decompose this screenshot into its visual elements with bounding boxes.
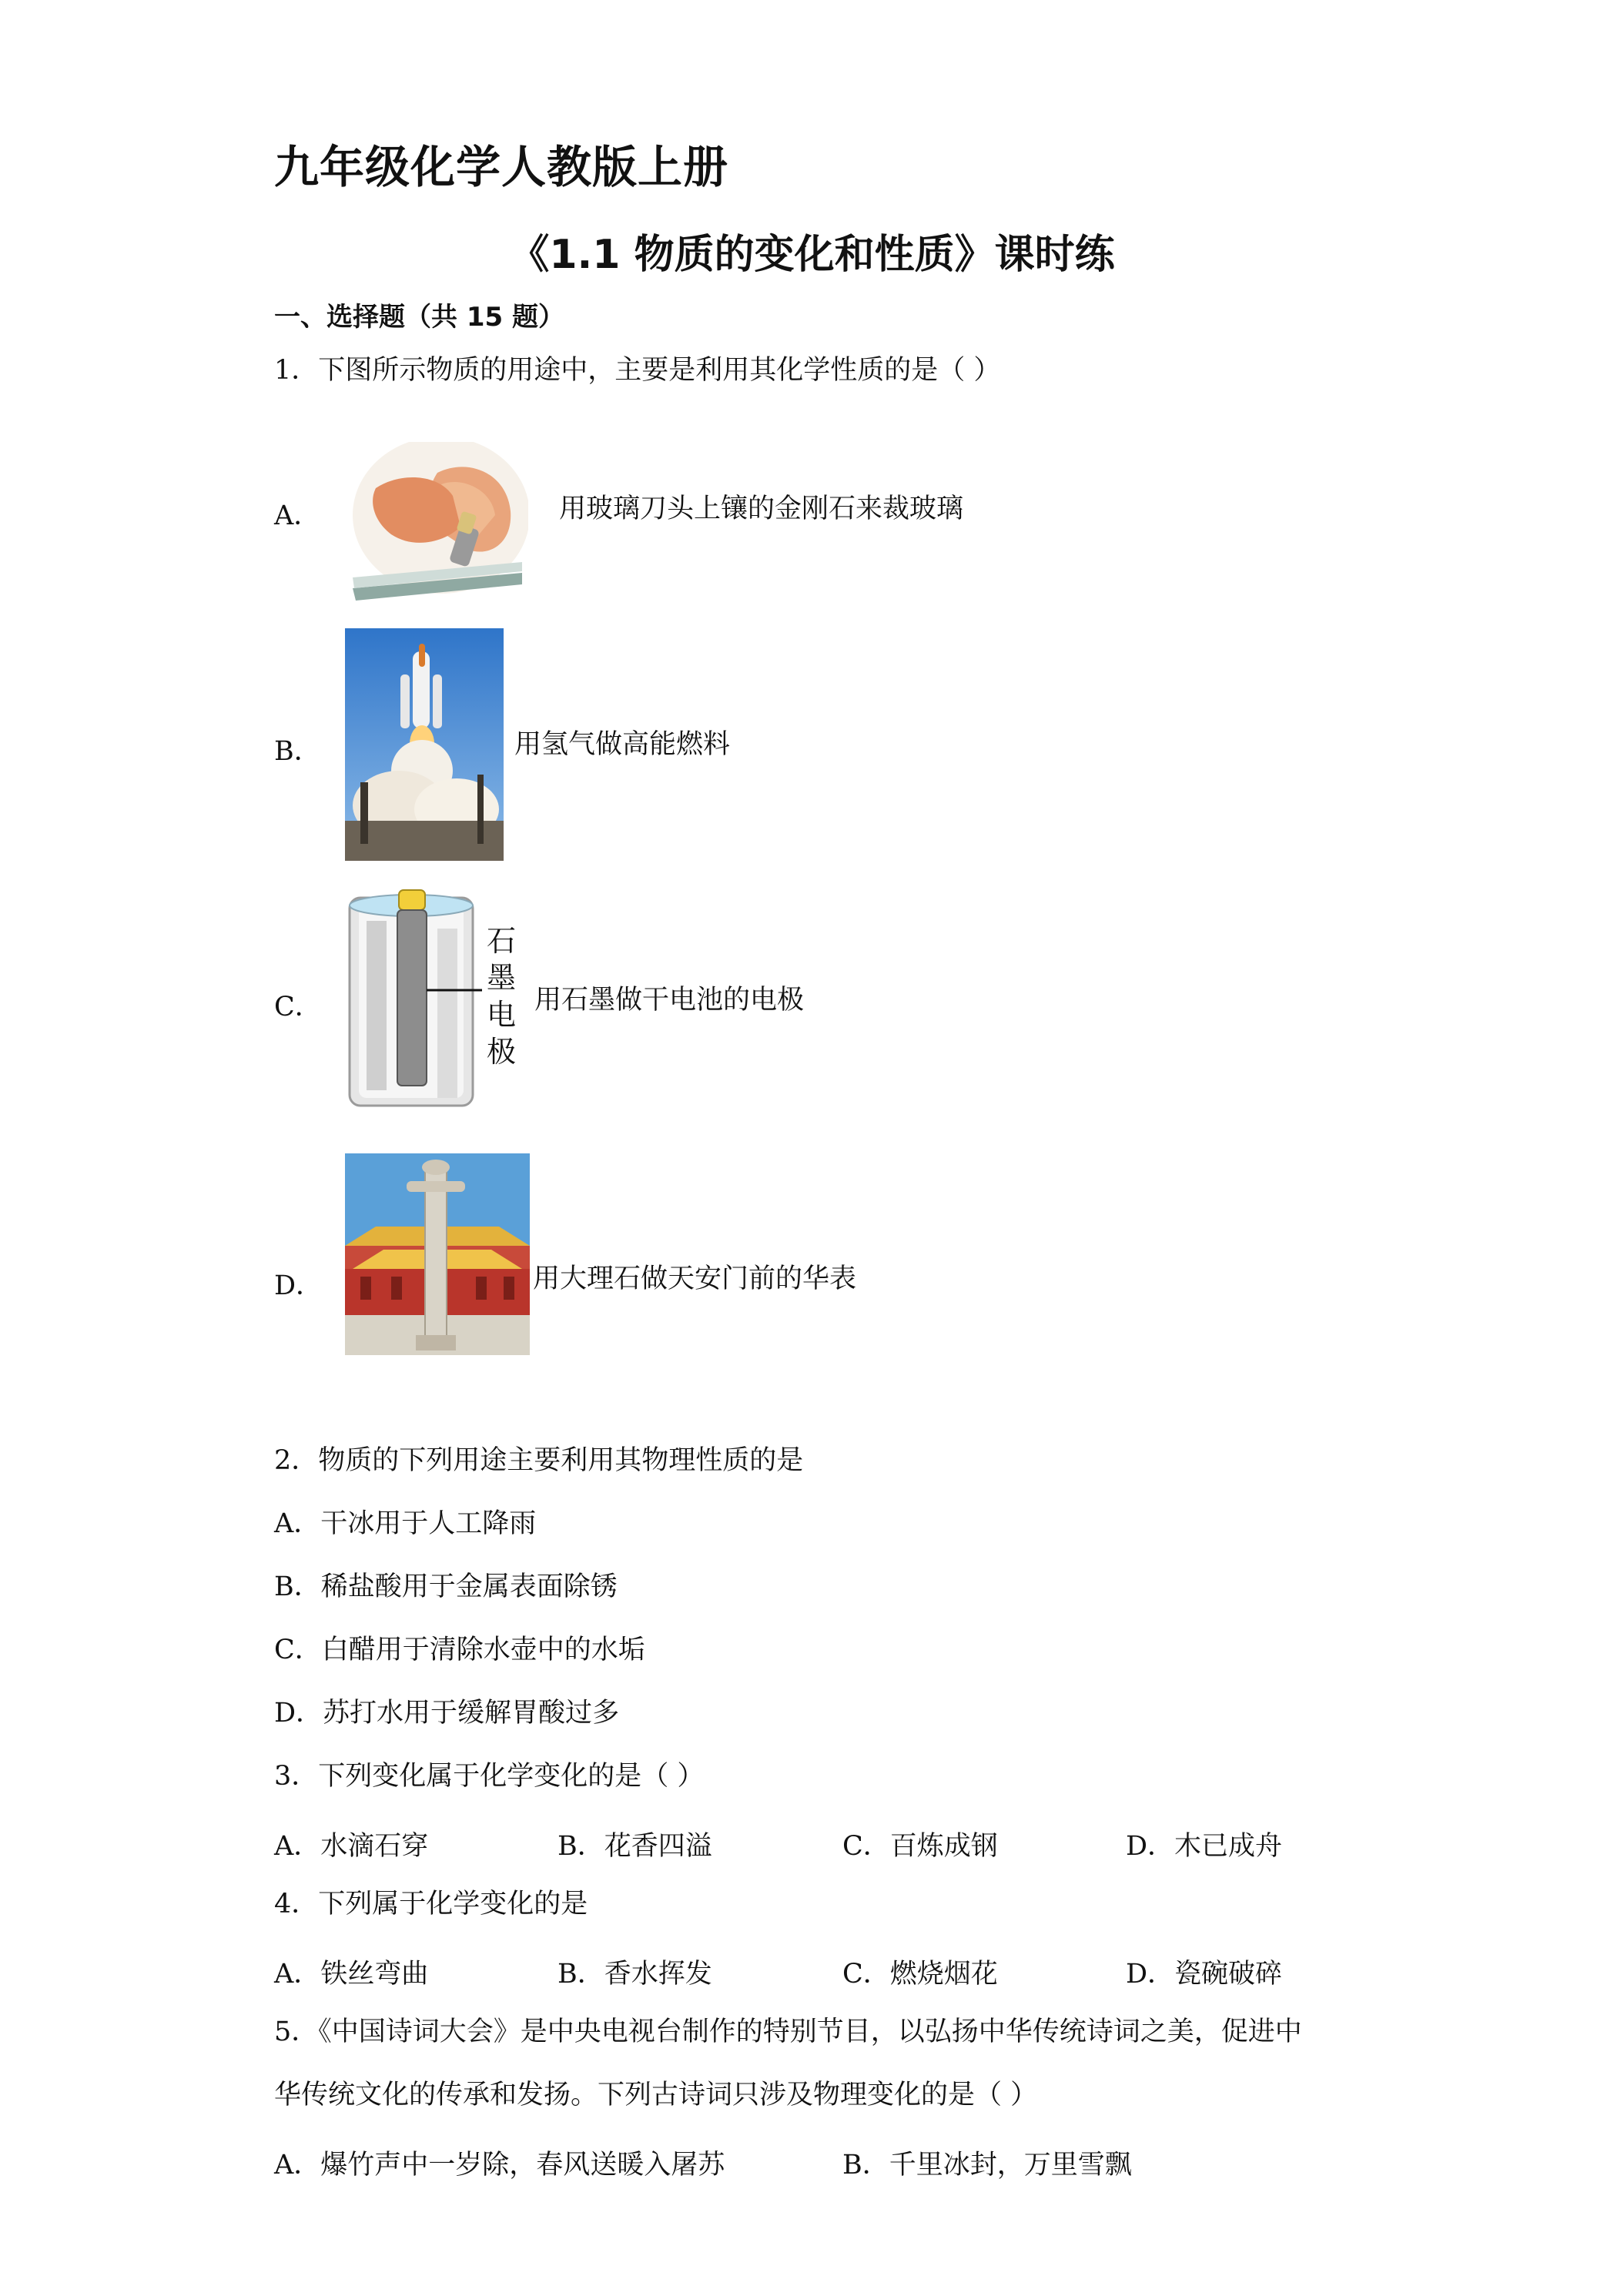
q5-option-b: B．千里冰封，万里雪飘 (842, 2150, 1132, 2181)
lesson-subtitle: 《1.1 物质的变化和性质》课时练 (509, 232, 1115, 278)
question-4-stem: 4．下列属于化学变化的是 (274, 1889, 588, 1919)
q1-option-b-letter: B． (274, 736, 321, 767)
q1-option-a-letter: A． (274, 500, 321, 531)
q2-option-c: C．白醋用于清除水壶中的水垢 (274, 1635, 645, 1665)
battery-label-char: 墨 (487, 961, 517, 995)
q3-option-d: D．木已成舟 (1126, 1831, 1283, 1862)
q2-option-b: B．稀盐酸用于金属表面除锈 (274, 1571, 618, 1602)
q1-option-c-text: 用石墨做干电池的电极 (534, 985, 805, 1016)
q3-option-a: A．水滴石穿 (274, 1831, 429, 1862)
question-5-stem-line-2: 华传统文化的传承和发扬。下列古诗词只涉及物理变化的是（ ） (274, 2080, 1038, 2110)
section-heading: 一、选择题（共 15 题） (274, 302, 564, 333)
q3-option-b: B．花香四溢 (558, 1831, 712, 1862)
glass-cutter-image (345, 442, 528, 602)
battery-label-char: 石 (487, 924, 517, 958)
q1-option-a-text: 用玻璃刀头上镶的金刚石来裁玻璃 (559, 494, 964, 524)
q1-option-b-text: 用氢气做高能燃料 (514, 729, 731, 760)
rocket-launch-image (345, 628, 504, 861)
q2-option-d: D．苏打水用于缓解胃酸过多 (274, 1698, 620, 1729)
document-title: 九年级化学人教版上册 (274, 141, 729, 193)
question-3-stem: 3．下列变化属于化学变化的是（ ） (274, 1761, 705, 1792)
q5-option-a: A．爆竹声中一岁除，春风送暖入屠苏 (274, 2150, 725, 2181)
battery-label-char: 电 (487, 998, 517, 1032)
battery-diagram-label (487, 922, 517, 1070)
tiananmen-huabiao-image (345, 1153, 530, 1355)
q1-option-d-letter: D． (274, 1270, 323, 1301)
q4-option-c: C．燃烧烟花 (842, 1959, 998, 1990)
q4-option-d: D．瓷碗破碎 (1126, 1959, 1283, 1990)
question-2-stem: 2．物质的下列用途主要利用其物理性质的是 (274, 1445, 804, 1476)
q2-option-a: A．干冰用于人工降雨 (274, 1508, 537, 1539)
question-1-stem: 1．下图所示物质的用途中，主要是利用其化学性质的是（ ） (274, 355, 1001, 386)
q1-option-d-text: 用大理石做天安门前的华表 (533, 1263, 857, 1294)
q4-option-a: A．铁丝弯曲 (274, 1959, 429, 1990)
dry-cell-battery-image (345, 882, 533, 1115)
q3-option-c: C．百炼成钢 (842, 1831, 998, 1862)
battery-label-char: 极 (487, 1035, 517, 1069)
question-5-stem-line-1: 5．《中国诗词大会》是中央电视台制作的特别节目，以弘扬中华传统诗词之美，促进中 (274, 2017, 1302, 2047)
q4-option-b: B．香水挥发 (558, 1959, 712, 1990)
q1-option-c-letter: C． (274, 992, 322, 1022)
